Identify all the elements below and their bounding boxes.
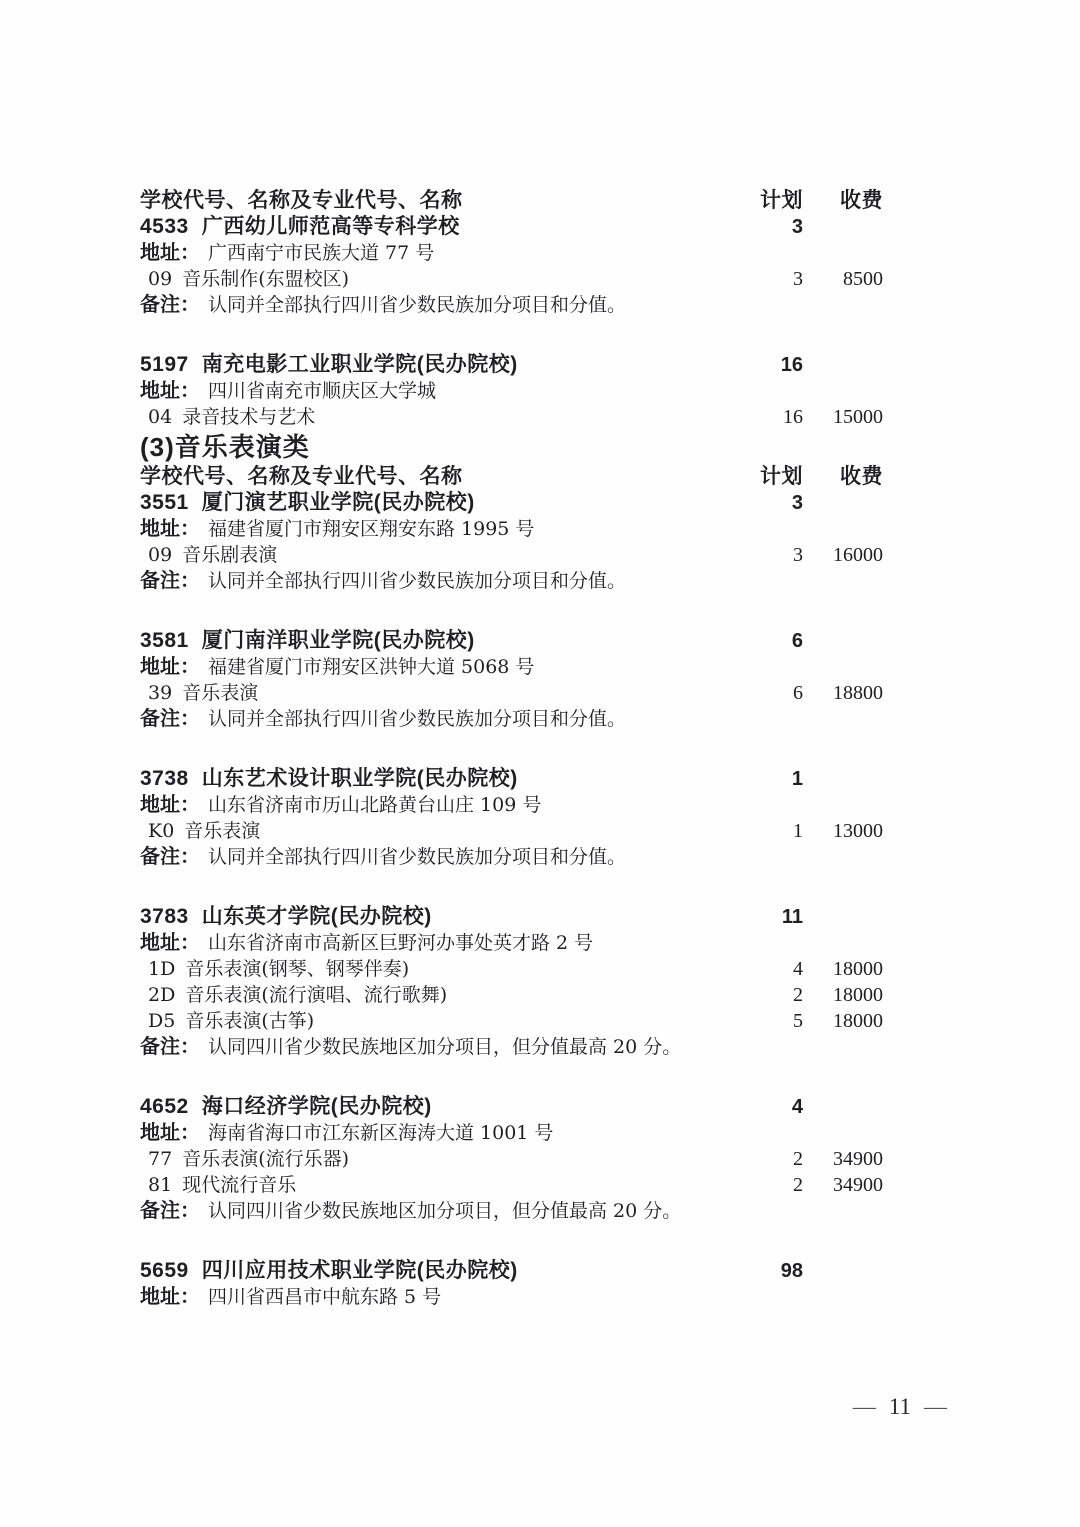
major-name-cell <box>140 542 741 568</box>
remark-label: 备注： <box>140 708 200 730</box>
major-plan: 5 <box>793 1010 803 1032</box>
address-cell <box>140 516 883 542</box>
school-name-row <box>140 766 883 792</box>
table-header-row <box>140 188 883 214</box>
school-plan-total: 16 <box>780 354 803 376</box>
address-row <box>140 1120 883 1146</box>
major-row <box>140 542 883 568</box>
school-code: 3551 <box>140 491 189 514</box>
address-label: 地址： <box>140 932 200 954</box>
major-fee: 13000 <box>833 820 883 842</box>
plan-section <box>140 188 883 430</box>
school-code: 4652 <box>140 1095 189 1118</box>
major-row <box>140 1146 883 1172</box>
admission-plan-table <box>140 188 883 1310</box>
school-name: 厦门演艺职业学院(民办院校) <box>201 491 475 514</box>
remark-text: 认同并全部执行四川省少数民族加分项目和分值。 <box>208 846 627 868</box>
remark-cell <box>140 1034 883 1060</box>
remark-cell <box>140 568 883 594</box>
major-row <box>140 1008 883 1034</box>
school-code: 3581 <box>140 629 189 652</box>
remark-label: 备注： <box>140 1036 200 1058</box>
address-row <box>140 654 883 680</box>
major-name-cell <box>140 680 741 706</box>
major-name: 音乐表演(钢琴、钢琴伴奏) <box>185 958 410 980</box>
address-label: 地址： <box>140 656 200 678</box>
address-row <box>140 378 883 404</box>
address-text: 山东省济南市历山北路黄台山庄 109 号 <box>208 794 542 816</box>
school-name-cell <box>140 490 741 516</box>
major-fee: 8500 <box>843 268 883 290</box>
major-name: 音乐剧表演 <box>182 544 278 566</box>
major-fee: 34900 <box>833 1174 883 1196</box>
school-name-row <box>140 1258 883 1284</box>
address-text: 海南省海口市江东新区海涛大道 1001 号 <box>208 1122 554 1144</box>
major-row <box>140 266 883 292</box>
major-fee: 34900 <box>833 1148 883 1170</box>
remark-text: 认同四川省少数民族地区加分项目，但分值最高 20 分。 <box>208 1036 682 1058</box>
major-code: 09 <box>148 268 173 290</box>
column-header-plan: 计划 <box>760 189 803 212</box>
school-block <box>140 1094 883 1224</box>
major-name: 音乐表演 <box>184 820 261 842</box>
major-code: 2D <box>148 984 176 1006</box>
major-name-cell <box>140 818 741 844</box>
major-name: 音乐制作(东盟校区) <box>182 268 350 290</box>
school-block <box>140 214 883 318</box>
major-name: 现代流行音乐 <box>182 1174 297 1196</box>
major-plan: 3 <box>793 544 803 566</box>
major-plan: 2 <box>793 1148 803 1170</box>
remark-cell <box>140 1198 883 1224</box>
address-text: 四川省西昌市中航东路 5 号 <box>208 1286 442 1308</box>
major-name: 音乐表演(古筝) <box>185 1010 315 1032</box>
address-row <box>140 516 883 542</box>
remark-row <box>140 1034 883 1060</box>
address-cell <box>140 1120 883 1146</box>
page-footer <box>853 1394 947 1420</box>
school-name: 南充电影工业职业学院(民办院校) <box>201 353 518 376</box>
school-name: 山东英才学院(民办院校) <box>201 905 432 928</box>
remark-cell <box>140 844 883 870</box>
school-name-cell <box>140 628 741 654</box>
column-header-name: 学校代号、名称及专业代号、名称 <box>140 465 463 488</box>
school-plan-total: 98 <box>780 1260 803 1282</box>
school-plan-total: 1 <box>791 768 803 790</box>
major-name: 音乐表演(流行乐器) <box>182 1148 350 1170</box>
school-name-cell <box>140 214 741 240</box>
major-name-cell <box>140 266 741 292</box>
school-code: 5659 <box>140 1259 189 1282</box>
major-name: 音乐表演(流行演唱、流行歌舞) <box>185 984 448 1006</box>
address-text: 广西南宁市民族大道 77 号 <box>208 242 435 264</box>
school-block <box>140 490 883 594</box>
remark-cell <box>140 706 883 732</box>
address-cell <box>140 654 883 680</box>
school-plan-total: 4 <box>791 1096 803 1118</box>
address-cell <box>140 378 883 404</box>
major-plan: 6 <box>793 682 803 704</box>
school-block <box>140 1258 883 1310</box>
remark-text: 认同四川省少数民族地区加分项目，但分值最高 20 分。 <box>208 1200 682 1222</box>
remark-label: 备注： <box>140 846 200 868</box>
address-text: 福建省厦门市翔安区翔安东路 1995 号 <box>208 518 535 540</box>
remark-row <box>140 292 883 318</box>
major-row <box>140 956 883 982</box>
address-row <box>140 1284 883 1310</box>
major-fee: 18000 <box>833 958 883 980</box>
major-plan: 2 <box>793 984 803 1006</box>
major-code: D5 <box>148 1010 176 1032</box>
remark-row <box>140 844 883 870</box>
address-label: 地址： <box>140 242 200 264</box>
major-plan: 4 <box>793 958 803 980</box>
school-name-row <box>140 1094 883 1120</box>
school-code: 5197 <box>140 353 189 376</box>
remark-label: 备注： <box>140 1200 200 1222</box>
school-plan-total: 6 <box>791 630 803 652</box>
address-cell <box>140 240 883 266</box>
school-name: 四川应用技术职业学院(民办院校) <box>201 1259 518 1282</box>
address-text: 山东省济南市高新区巨野河办事处英才路 2 号 <box>208 932 594 954</box>
remark-row <box>140 568 883 594</box>
school-name-cell <box>140 904 741 930</box>
major-code: 81 <box>148 1174 173 1196</box>
major-code: K0 <box>148 820 175 842</box>
school-plan-total: 11 <box>781 906 803 928</box>
column-header-fee: 收费 <box>840 465 883 488</box>
major-code: 04 <box>148 406 173 428</box>
school-name: 厦门南洋职业学院(民办院校) <box>201 629 475 652</box>
major-row <box>140 982 883 1008</box>
major-code: 1D <box>148 958 176 980</box>
school-name-row <box>140 352 883 378</box>
major-plan: 3 <box>793 268 803 290</box>
school-name-row <box>140 214 883 240</box>
address-label: 地址： <box>140 794 200 816</box>
column-header-plan: 计划 <box>760 465 803 488</box>
remark-row <box>140 706 883 732</box>
address-cell <box>140 1284 883 1310</box>
address-cell <box>140 930 883 956</box>
school-code: 3738 <box>140 767 189 790</box>
major-name-cell <box>140 1172 741 1198</box>
school-name-row <box>140 490 883 516</box>
address-label: 地址： <box>140 1122 200 1144</box>
school-name-cell <box>140 766 741 792</box>
major-plan: 2 <box>793 1174 803 1196</box>
major-row <box>140 1172 883 1198</box>
remark-cell <box>140 292 883 318</box>
school-name: 海口经济学院(民办院校) <box>201 1095 432 1118</box>
major-fee: 18000 <box>833 984 883 1006</box>
school-name-cell <box>140 1094 741 1120</box>
major-row <box>140 818 883 844</box>
footer-dash-left: — <box>852 1394 876 1419</box>
address-cell <box>140 792 883 818</box>
remark-label: 备注： <box>140 570 200 592</box>
major-fee: 16000 <box>833 544 883 566</box>
major-plan: 16 <box>783 406 803 428</box>
footer-dash-right: — <box>924 1394 947 1419</box>
school-block <box>140 766 883 870</box>
address-label: 地址： <box>140 1286 200 1308</box>
school-name-row <box>140 904 883 930</box>
plan-section <box>140 430 883 1310</box>
column-header-fee: 收费 <box>840 189 883 212</box>
major-name-cell <box>140 1146 741 1172</box>
major-name-cell <box>140 404 741 430</box>
section-heading: (3)音乐表演类 <box>140 432 310 462</box>
major-name: 录音技术与艺术 <box>182 406 316 428</box>
address-text: 四川省南充市顺庆区大学城 <box>208 380 437 402</box>
major-code: 77 <box>148 1148 173 1170</box>
major-fee: 18000 <box>833 1010 883 1032</box>
major-name-cell <box>140 956 741 982</box>
table-header-row <box>140 464 883 490</box>
major-fee: 15000 <box>833 406 883 428</box>
column-header-name: 学校代号、名称及专业代号、名称 <box>140 189 463 212</box>
school-name-cell <box>140 352 741 378</box>
school-plan-total: 3 <box>791 492 803 514</box>
remark-row <box>140 1198 883 1224</box>
school-code: 3783 <box>140 905 189 928</box>
major-code: 09 <box>148 544 173 566</box>
major-name: 音乐表演 <box>182 682 259 704</box>
address-row <box>140 240 883 266</box>
school-code: 4533 <box>140 215 189 238</box>
remark-label: 备注： <box>140 294 200 316</box>
address-row <box>140 792 883 818</box>
school-name-row <box>140 628 883 654</box>
major-row <box>140 680 883 706</box>
school-name: 山东艺术设计职业学院(民办院校) <box>201 767 518 790</box>
remark-text: 认同并全部执行四川省少数民族加分项目和分值。 <box>208 708 627 730</box>
remark-text: 认同并全部执行四川省少数民族加分项目和分值。 <box>208 570 627 592</box>
address-text: 福建省厦门市翔安区洪钟大道 5068 号 <box>208 656 535 678</box>
page-number: 11 <box>888 1394 911 1419</box>
major-name-cell <box>140 1008 741 1034</box>
school-name: 广西幼儿师范高等专科学校 <box>201 215 460 238</box>
major-code: 39 <box>148 682 173 704</box>
major-plan: 1 <box>793 820 803 842</box>
address-label: 地址： <box>140 380 200 402</box>
school-block <box>140 904 883 1060</box>
address-row <box>140 930 883 956</box>
school-block <box>140 352 883 430</box>
school-name-cell <box>140 1258 741 1284</box>
major-fee: 18800 <box>833 682 883 704</box>
remark-text: 认同并全部执行四川省少数民族加分项目和分值。 <box>208 294 627 316</box>
address-label: 地址： <box>140 518 200 540</box>
major-row <box>140 404 883 430</box>
school-plan-total: 3 <box>791 216 803 238</box>
school-block <box>140 628 883 732</box>
major-name-cell <box>140 982 741 1008</box>
